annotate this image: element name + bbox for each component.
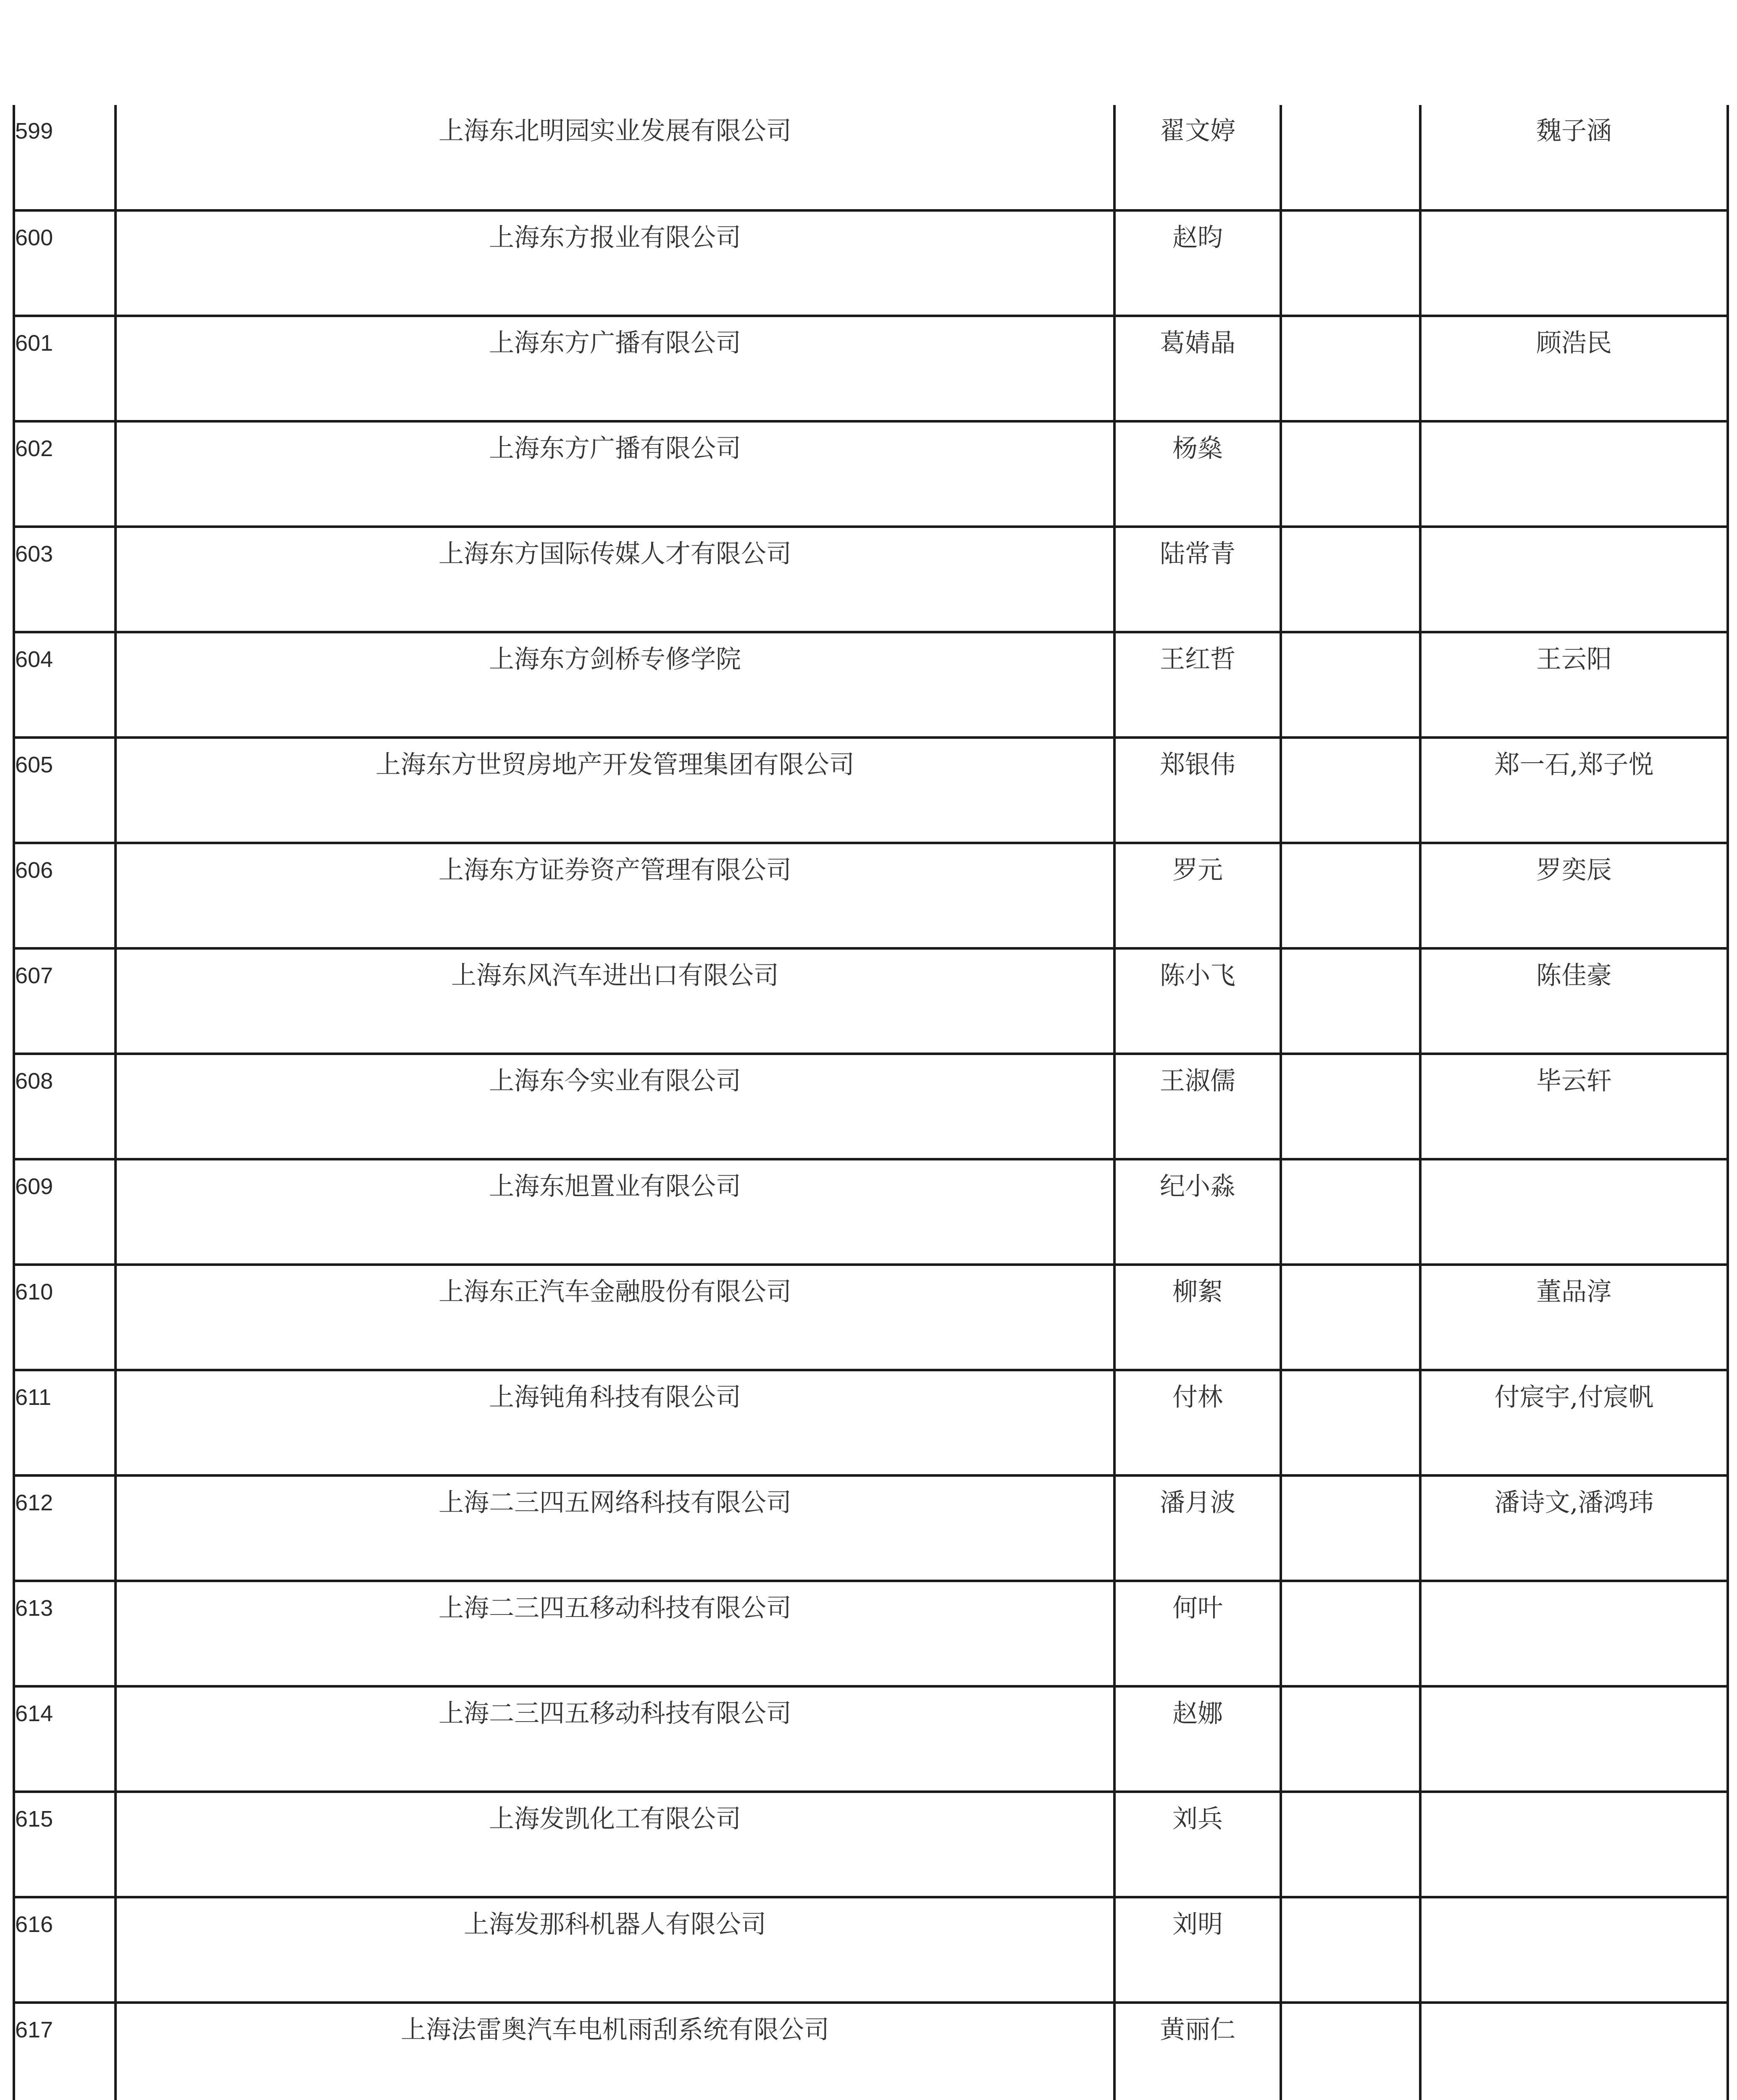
- family-names: [1422, 528, 1726, 537]
- table-row: [14, 843, 1728, 948]
- family-names: 潘诗文,潘鸿玮: [1494, 1488, 1654, 1517]
- family-names: [1422, 423, 1726, 432]
- person-name: 赵昀: [1172, 223, 1223, 252]
- row-number: 606: [15, 858, 53, 883]
- empty-cell-cell: [1281, 948, 1420, 1054]
- person-name-cell: [1114, 1159, 1281, 1265]
- person-name: 罗元: [1172, 856, 1223, 885]
- family-names: [1422, 2004, 1726, 2013]
- company-name: 上海发凯化工有限公司: [489, 1804, 741, 1834]
- company-name-cell: [116, 1792, 1114, 1897]
- person-name-cell: [1114, 632, 1281, 738]
- row-number-cell: [14, 1265, 116, 1370]
- table-row: [14, 210, 1728, 316]
- table-row: [14, 316, 1728, 421]
- person-name-cell: [1114, 527, 1281, 632]
- company-name: 上海东方报业有限公司: [489, 223, 741, 252]
- empty-cell-cell: [1281, 1054, 1420, 1159]
- table-row: [14, 1792, 1728, 1897]
- empty-cell: [1282, 1266, 1419, 1275]
- company-name: 上海东方世贸房地产开发管理集团有限公司: [376, 750, 854, 780]
- row-number-cell: [14, 1792, 116, 1897]
- table-row: [14, 1265, 1728, 1370]
- company-name: 上海发那科机器人有限公司: [464, 1910, 766, 1939]
- person-name-cell: [1114, 948, 1281, 1054]
- family-names: 陈佳豪: [1536, 961, 1612, 990]
- empty-cell-cell: [1281, 1581, 1420, 1686]
- company-name-cell: [116, 948, 1114, 1054]
- empty-cell-cell: [1281, 2003, 1420, 2100]
- family-names: [1422, 1793, 1726, 1802]
- company-name-cell: [116, 527, 1114, 632]
- row-number: 600: [15, 225, 53, 250]
- row-number-cell: [14, 1159, 116, 1265]
- empty-cell-cell: [1281, 1370, 1420, 1475]
- row-number-cell: [14, 1054, 116, 1159]
- person-name: 潘月波: [1160, 1488, 1235, 1517]
- empty-cell-cell: [1281, 738, 1420, 843]
- family-names-cell: [1420, 843, 1728, 948]
- person-name: 杨燊: [1172, 434, 1223, 463]
- empty-cell: [1282, 1688, 1419, 1697]
- company-name-cell: [116, 738, 1114, 843]
- empty-cell: [1282, 739, 1419, 748]
- row-number-cell: [14, 1686, 116, 1792]
- row-number: 607: [15, 963, 53, 988]
- row-number-cell: [14, 1370, 116, 1475]
- company-name-cell: [116, 105, 1114, 210]
- person-name: 赵娜: [1172, 1699, 1223, 1728]
- company-name: 上海法雷奥汽车电机雨刮系统有限公司: [401, 2015, 829, 2045]
- empty-cell: [1282, 844, 1419, 853]
- person-name: 黄丽仁: [1160, 2015, 1235, 2045]
- family-names: [1422, 1582, 1726, 1591]
- company-name-cell: [116, 1686, 1114, 1792]
- person-name-cell: [1114, 105, 1281, 210]
- family-names-cell: [1420, 632, 1728, 738]
- empty-cell: [1282, 2004, 1419, 2013]
- table-row: [14, 1054, 1728, 1159]
- family-names-cell: [1420, 1265, 1728, 1370]
- family-names-cell: [1420, 1159, 1728, 1265]
- table-row: [14, 948, 1728, 1054]
- table-row: [14, 1475, 1728, 1581]
- company-name: 上海东今实业有限公司: [489, 1066, 741, 1096]
- company-name: 上海二三四五网络科技有限公司: [439, 1488, 791, 1517]
- family-names-cell: [1420, 421, 1728, 527]
- person-name-cell: [1114, 1792, 1281, 1897]
- empty-cell: [1282, 105, 1419, 114]
- table-row: [14, 738, 1728, 843]
- empty-cell-cell: [1281, 1159, 1420, 1265]
- row-number: 605: [15, 752, 53, 777]
- table-row: [14, 2003, 1728, 2100]
- empty-cell: [1282, 1582, 1419, 1591]
- family-names-cell: [1420, 2003, 1728, 2100]
- roster-table: [13, 105, 1729, 2100]
- company-name: 上海东方剑桥专修学院: [489, 645, 741, 674]
- empty-cell-cell: [1281, 1265, 1420, 1370]
- empty-cell: [1282, 633, 1419, 643]
- row-number: 599: [15, 118, 53, 144]
- person-name-cell: [1114, 1581, 1281, 1686]
- row-number-cell: [14, 1581, 116, 1686]
- empty-cell-cell: [1281, 527, 1420, 632]
- person-name-cell: [1114, 1897, 1281, 2003]
- family-names-cell: [1420, 210, 1728, 316]
- person-name: 陆常青: [1160, 539, 1235, 569]
- table-row: [14, 421, 1728, 527]
- company-name-cell: [116, 1897, 1114, 2003]
- row-number-cell: [14, 421, 116, 527]
- company-name: 上海东方国际传媒人才有限公司: [439, 539, 791, 569]
- empty-cell-cell: [1281, 210, 1420, 316]
- company-name-cell: [116, 421, 1114, 527]
- empty-cell-cell: [1281, 105, 1420, 210]
- empty-cell: [1282, 212, 1419, 221]
- family-names-cell: [1420, 738, 1728, 843]
- family-names: [1422, 1688, 1726, 1697]
- empty-cell-cell: [1281, 1792, 1420, 1897]
- row-number-cell: [14, 105, 116, 210]
- person-name: 刘明: [1172, 1910, 1223, 1939]
- company-name-cell: [116, 632, 1114, 738]
- row-number: 609: [15, 1174, 53, 1199]
- company-name: 上海二三四五移动科技有限公司: [439, 1699, 791, 1728]
- family-names: 郑一石,郑子悦: [1494, 750, 1654, 780]
- family-names: 王云阳: [1536, 645, 1612, 674]
- empty-cell-cell: [1281, 632, 1420, 738]
- empty-cell-cell: [1281, 843, 1420, 948]
- family-names: 罗奕辰: [1536, 856, 1612, 885]
- family-names-cell: [1420, 1370, 1728, 1475]
- empty-cell: [1282, 1160, 1419, 1170]
- person-name-cell: [1114, 421, 1281, 527]
- person-name-cell: [1114, 210, 1281, 316]
- family-names-cell: [1420, 1475, 1728, 1581]
- person-name-cell: [1114, 843, 1281, 948]
- family-names: 魏子涵: [1536, 116, 1612, 146]
- empty-cell-cell: [1281, 1897, 1420, 2003]
- row-number-cell: [14, 210, 116, 316]
- person-name: 陈小飞: [1160, 961, 1235, 990]
- company-name: 上海二三四五移动科技有限公司: [439, 1593, 791, 1623]
- company-name: 上海东正汽车金融股份有限公司: [439, 1277, 791, 1307]
- family-names-cell: [1420, 316, 1728, 421]
- family-names-cell: [1420, 1897, 1728, 2003]
- person-name-cell: [1114, 2003, 1281, 2100]
- row-number-cell: [14, 1897, 116, 2003]
- person-name: 郑银伟: [1160, 750, 1235, 780]
- person-name-cell: [1114, 1475, 1281, 1581]
- table-row: [14, 632, 1728, 738]
- empty-cell: [1282, 1793, 1419, 1802]
- table-row: [14, 1159, 1728, 1265]
- family-names-cell: [1420, 527, 1728, 632]
- row-number: 617: [15, 2017, 53, 2042]
- family-names: 董品淳: [1536, 1277, 1612, 1307]
- row-number-cell: [14, 738, 116, 843]
- row-number: 604: [15, 647, 53, 672]
- person-name: 纪小淼: [1160, 1172, 1235, 1201]
- empty-cell-cell: [1281, 1475, 1420, 1581]
- family-names: 毕云轩: [1536, 1066, 1612, 1096]
- empty-cell: [1282, 1055, 1419, 1064]
- row-number-cell: [14, 316, 116, 421]
- person-name-cell: [1114, 316, 1281, 421]
- row-number-cell: [14, 948, 116, 1054]
- person-name: 葛婧晶: [1160, 328, 1235, 358]
- row-number: 601: [15, 331, 53, 356]
- company-name-cell: [116, 1475, 1114, 1581]
- row-number: 614: [15, 1701, 53, 1726]
- company-name: 上海东风汽车进出口有限公司: [451, 961, 779, 990]
- person-name: 付林: [1172, 1383, 1223, 1412]
- person-name-cell: [1114, 1686, 1281, 1792]
- row-number-cell: [14, 2003, 116, 2100]
- row-number: 610: [15, 1279, 53, 1305]
- person-name: 何叶: [1172, 1593, 1223, 1623]
- family-names-cell: [1420, 105, 1728, 210]
- table-row: [14, 1686, 1728, 1792]
- family-names: [1422, 1898, 1726, 1908]
- family-names-cell: [1420, 1686, 1728, 1792]
- table-row: [14, 1581, 1728, 1686]
- empty-cell-cell: [1281, 316, 1420, 421]
- empty-cell: [1282, 950, 1419, 959]
- empty-cell: [1282, 1898, 1419, 1908]
- family-names: 顾浩民: [1536, 328, 1612, 358]
- person-name: 柳絮: [1172, 1277, 1223, 1307]
- family-names-cell: [1420, 1054, 1728, 1159]
- table-row: [14, 1370, 1728, 1475]
- person-name: 翟文婷: [1160, 116, 1235, 146]
- row-number: 602: [15, 436, 53, 461]
- empty-cell-cell: [1281, 421, 1420, 527]
- company-name-cell: [116, 1581, 1114, 1686]
- company-name-cell: [116, 1265, 1114, 1370]
- family-names: [1422, 212, 1726, 221]
- family-names-cell: [1420, 1581, 1728, 1686]
- row-number-cell: [14, 527, 116, 632]
- company-name: 上海东旭置业有限公司: [489, 1172, 741, 1201]
- table-row: [14, 527, 1728, 632]
- roster-table-body: [14, 105, 1728, 2100]
- person-name: 王红哲: [1160, 645, 1235, 674]
- row-number: 611: [15, 1385, 52, 1410]
- table-row: [14, 1897, 1728, 2003]
- person-name: 王淑儒: [1160, 1066, 1235, 1096]
- row-number: 613: [15, 1596, 53, 1621]
- company-name-cell: [116, 210, 1114, 316]
- row-number: 603: [15, 541, 53, 567]
- person-name: 刘兵: [1172, 1804, 1223, 1834]
- empty-cell: [1282, 1371, 1419, 1381]
- family-names: 付宸宇,付宸帆: [1494, 1383, 1654, 1412]
- row-number: 615: [15, 1806, 53, 1832]
- empty-cell: [1282, 423, 1419, 432]
- company-name: 上海东北明园实业发展有限公司: [439, 116, 791, 146]
- family-names-cell: [1420, 1792, 1728, 1897]
- empty-cell: [1282, 528, 1419, 537]
- row-number-cell: [14, 632, 116, 738]
- row-number-cell: [14, 1475, 116, 1581]
- person-name-cell: [1114, 1265, 1281, 1370]
- company-name-cell: [116, 316, 1114, 421]
- table-row: [14, 105, 1728, 210]
- company-name-cell: [116, 843, 1114, 948]
- family-names: [1422, 1160, 1726, 1170]
- company-name-cell: [116, 1054, 1114, 1159]
- company-name-cell: [116, 2003, 1114, 2100]
- company-name-cell: [116, 1159, 1114, 1265]
- company-name-cell: [116, 1370, 1114, 1475]
- empty-cell: [1282, 1477, 1419, 1486]
- empty-cell: [1282, 317, 1419, 326]
- empty-cell-cell: [1281, 1686, 1420, 1792]
- row-number: 616: [15, 1912, 53, 1937]
- family-names-cell: [1420, 948, 1728, 1054]
- row-number: 612: [15, 1490, 53, 1515]
- company-name: 上海东方证券资产管理有限公司: [439, 856, 791, 885]
- person-name-cell: [1114, 738, 1281, 843]
- company-name: 上海东方广播有限公司: [489, 328, 741, 358]
- company-name: 上海钝角科技有限公司: [489, 1383, 741, 1412]
- row-number-cell: [14, 843, 116, 948]
- company-name: 上海东方广播有限公司: [489, 434, 741, 463]
- person-name-cell: [1114, 1054, 1281, 1159]
- person-name-cell: [1114, 1370, 1281, 1475]
- row-number: 608: [15, 1068, 53, 1094]
